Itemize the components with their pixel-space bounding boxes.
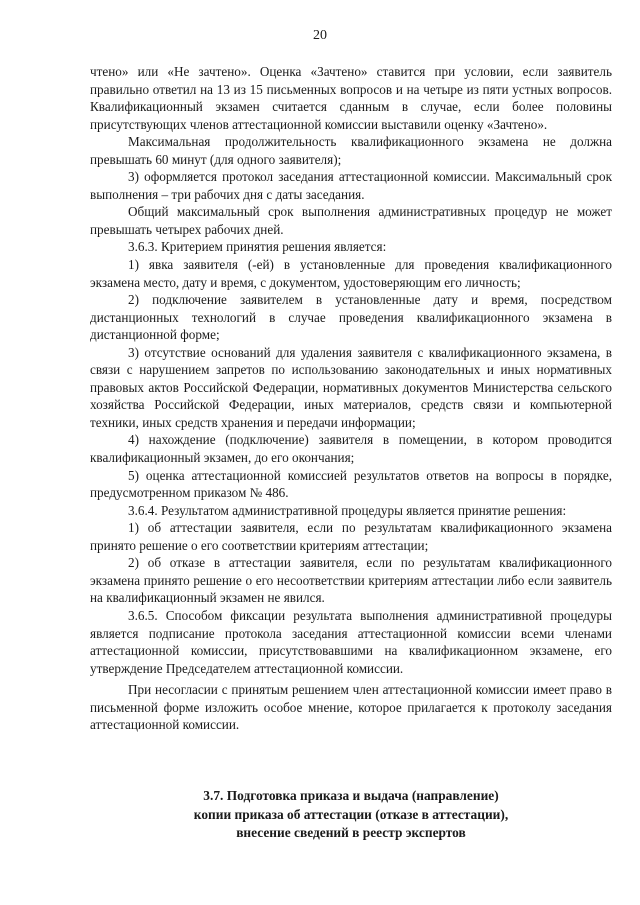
heading-line: копии приказа об аттестации (отказе в аттестации), (193, 806, 509, 822)
paragraph: 3.6.3. Критерием принятия решения является: (128, 239, 387, 255)
paragraph: 1) явка заявителя (-ей) в установленные для проведения квалификационного экзамена место, дату и время, с документом, удостоверяющим его личность; (90, 257, 612, 290)
paragraph: При несогласии с принятым решением член аттестационной комиссии имеет право в письменной форме изложить особое мнение, которое прилагается к протоколу заседания аттестационной комиссии. (90, 682, 612, 733)
paragraph: 3) отсутствие оснований для удаления заявителя с квалификационного экзамена, в связи с нарушением запретов по использованию законодательных и иных нормативных правовых актов Российской Федерации, нормативных документов Министерства сельского хозяйства Российской Федерации, иных материалов, средств связи и компьютерной техники, иных средств хранения и передачи информации; (90, 344, 612, 430)
paragraph: Общий максимальный срок выполнения административных процедур не может превышать четырех рабочих дней. (90, 204, 612, 237)
paragraph: 3.6.5. Способом фиксации результата выполнения административной процедуры является подписание протокола заседания аттестационной комиссии всеми членами аттестационной комиссии, присутствовавшими на квалификационном экзамене, его утверждение Председателем аттестационной комиссии. (90, 607, 612, 676)
section-heading (90, 787, 612, 843)
paragraph: Максимальная продолжительность квалификационного экзамена не должна превышать 60 минут (для одного заявителя); (90, 134, 612, 167)
paragraph: 3.6.4. Результатом административной процедуры является принятие решения: (128, 502, 567, 518)
paragraph: 2) об отказе в аттестации заявителя, если по результатам квалификационного экзамена принято решение о его несоответствии критериям аттестации либо если заявитель на квалификационный экзамен не явился. (90, 555, 612, 606)
heading-line: внесение сведений в реестр экспертов (236, 825, 466, 840)
paragraph: 5) оценка аттестационной комиссией результатов ответов на вопросы в порядке, предусмотренном приказом № 486. (90, 467, 612, 501)
paragraph: 1) об аттестации заявителя, если по результатам квалификационного экзамена принято решение о его соответствии критериям аттестации; (90, 520, 612, 553)
paragraph: 3) оформляется протокол заседания аттестационной комиссии. Максимальный срок выполнения – три рабочих дня с даты заседания. (90, 169, 612, 202)
page-number: 20 (313, 28, 327, 43)
paragraph: 4) нахождение (подключение) заявителя в помещении, в котором проводится квалификационный экзамен, до его окончания; (90, 432, 612, 466)
paragraph: чтено» или «Не зачтено». Оценка «Зачтено» ставится при условии, если заявитель правильно ответил на 13 из 15 письменных вопросов и на четыре из пяти устных вопросов. Квалификационный экзамен считается сданным в случае, если более половины присутствующих членов аттестационной комиссии выставили оценку «Зачтено». (90, 64, 612, 132)
heading-line: 3.7. Подготовка приказа и выдача (направление) (203, 788, 499, 803)
body-text (90, 63, 612, 734)
paragraph: 2) подключение заявителем в установленные дату и время, посредством дистанционных технологий в случае проведения квалификационного экзамена в дистанционной форме; (90, 292, 612, 343)
